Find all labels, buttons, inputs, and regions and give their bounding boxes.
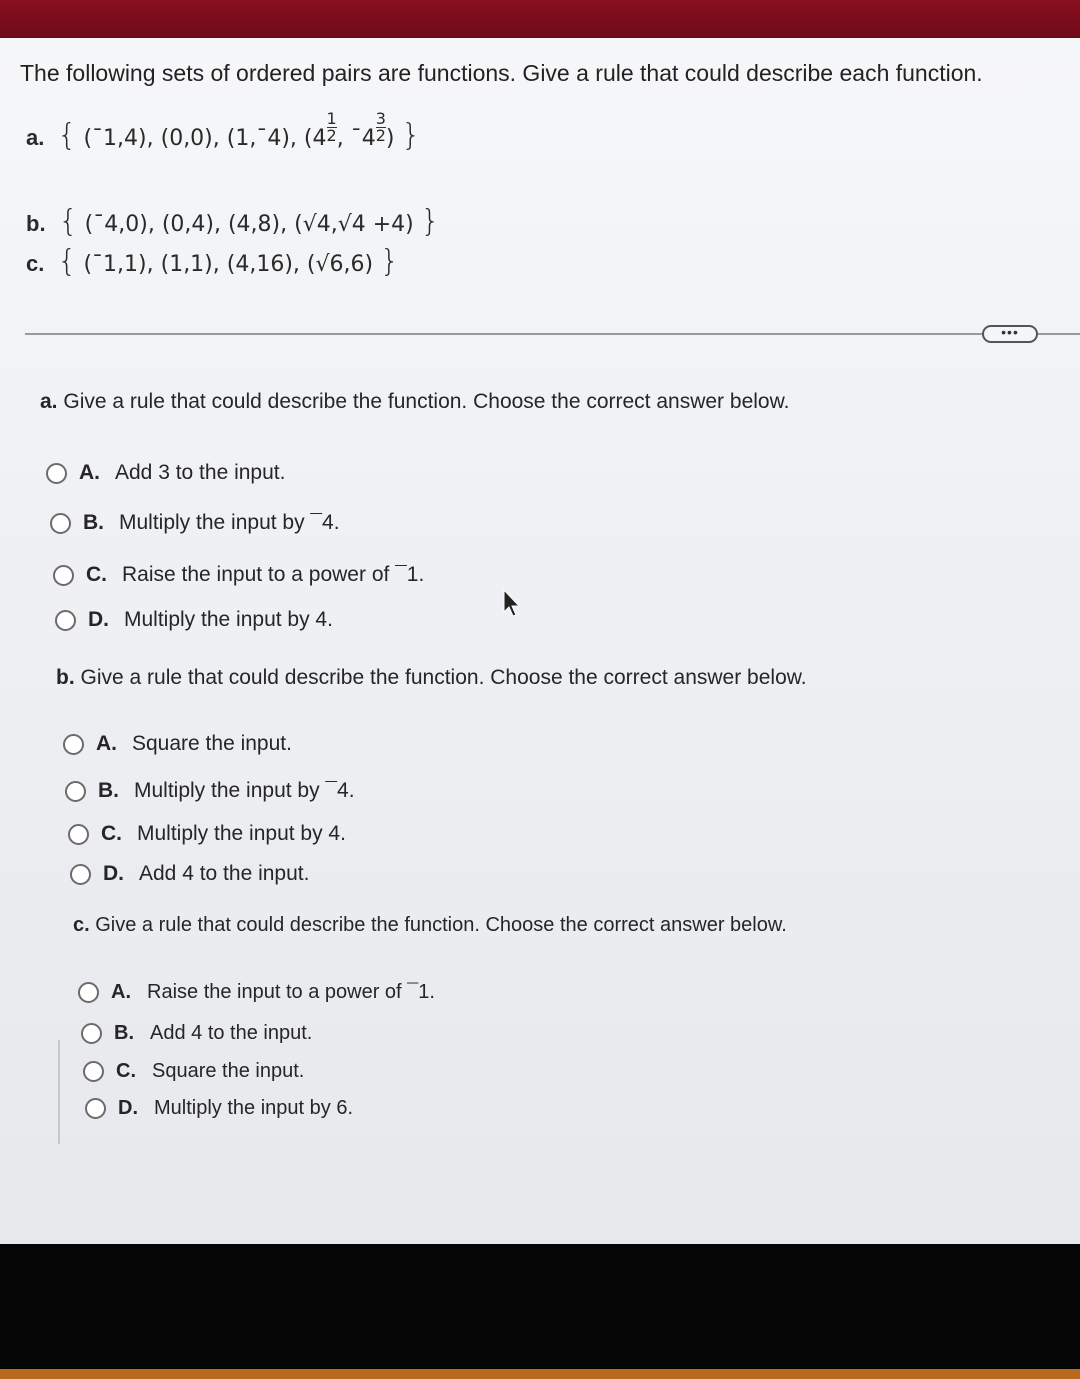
set-c-pair-4: (√6,6) xyxy=(306,252,374,277)
option-b-B[interactable] xyxy=(65,779,355,803)
exp-1-den: 2 xyxy=(326,125,337,145)
option-text: Square the input. xyxy=(152,1060,305,1082)
question-b-text: Give a rule that could describe the function. Choose the correct answer below. xyxy=(80,666,807,689)
question-c-prefix: c. xyxy=(73,914,90,936)
option-text: Add 4 to the input. xyxy=(150,1022,313,1044)
radio-button[interactable] xyxy=(68,824,89,845)
question-b-prefix: b. xyxy=(56,666,75,689)
option-letter: C. xyxy=(101,822,122,845)
option-letter: A. xyxy=(111,981,131,1003)
option-c-A[interactable] xyxy=(78,981,435,1004)
set-a: a. { (¯1,4), (0,0), (1,¯4), (4 $\frac{1}{2}$ , ¯4 $\frac{3}{2}$ ) } xyxy=(26,108,421,153)
option-c-C[interactable] xyxy=(83,1060,304,1083)
section-divider xyxy=(25,333,1080,335)
base-1: 4 xyxy=(312,126,327,151)
set-b-pair-4: (√4,√4 +4) xyxy=(294,212,414,237)
option-letter: A. xyxy=(79,461,100,484)
radio-button[interactable] xyxy=(70,864,91,885)
set-a-label: a. xyxy=(26,125,45,150)
browser-top-bar xyxy=(0,0,1080,38)
set-a-pair-1: (¯1,4) xyxy=(83,126,147,151)
option-letter: C. xyxy=(116,1060,136,1082)
monitor-bezel xyxy=(0,1244,1080,1369)
option-b-A[interactable] xyxy=(63,732,292,756)
option-letter: D. xyxy=(118,1097,138,1119)
option-text: Multiply the input by ¯4. xyxy=(119,511,340,534)
option-text: Multiply the input by 6. xyxy=(154,1097,353,1119)
set-b: b. { (¯4,0), (0,4), (4,8), (√4,√4 +4) } xyxy=(26,204,440,239)
option-text: Multiply the input by ¯4. xyxy=(134,779,355,802)
problem-intro: The following sets of ordered pairs are functions. Give a rule that could describe each function. xyxy=(20,60,983,86)
set-a-pair-2: (0,0) xyxy=(160,126,213,151)
set-b-label: b. xyxy=(26,211,46,236)
question-a-text: Give a rule that could describe the function. Choose the correct answer below. xyxy=(63,390,790,413)
brace-open-icon: { xyxy=(57,118,77,153)
radio-button[interactable] xyxy=(50,513,71,534)
content-left-border xyxy=(58,1040,60,1144)
option-c-B[interactable] xyxy=(81,1022,312,1045)
option-letter: B. xyxy=(98,779,119,802)
radio-button[interactable] xyxy=(46,463,67,484)
option-a-C[interactable] xyxy=(53,563,424,587)
option-a-A[interactable] xyxy=(46,461,285,485)
brace-close-icon: } xyxy=(420,204,440,239)
exp-2-den: 2 xyxy=(375,125,386,145)
option-text: Multiply the input by 4. xyxy=(124,608,333,631)
exp-1-num: 1 xyxy=(326,108,337,128)
set-c-label: c. xyxy=(26,251,45,276)
set-a-pair-3: (1,¯4) xyxy=(226,126,290,151)
option-text: Raise the input to a power of ¯1. xyxy=(147,981,435,1003)
brace-open-icon: { xyxy=(57,244,77,279)
option-c-D[interactable] xyxy=(85,1097,353,1120)
exponent-2 xyxy=(375,108,386,145)
question-a xyxy=(40,390,789,414)
set-a-pair-4: (4 $\frac{1}{2}$ , ¯4 $\frac{3}{2}$ ) xyxy=(303,108,395,151)
option-text: Multiply the input by 4. xyxy=(137,822,346,845)
exponent-1 xyxy=(326,108,337,145)
option-a-B[interactable] xyxy=(50,511,340,535)
brace-open-icon: { xyxy=(58,204,78,239)
desk-edge xyxy=(0,1369,1080,1379)
option-text: Add 3 to the input. xyxy=(115,461,286,484)
set-b-pair-1: (¯4,0) xyxy=(84,212,148,237)
option-letter: D. xyxy=(103,862,124,885)
option-b-C[interactable] xyxy=(68,822,346,846)
option-text: Square the input. xyxy=(132,732,292,755)
radio-button[interactable] xyxy=(65,781,86,802)
option-letter: B. xyxy=(83,511,104,534)
radio-button[interactable] xyxy=(85,1098,106,1119)
option-a-D[interactable] xyxy=(55,608,333,632)
option-text: Add 4 to the input. xyxy=(139,862,310,885)
option-b-D[interactable] xyxy=(70,862,309,886)
radio-button[interactable] xyxy=(78,982,99,1003)
radio-button[interactable] xyxy=(81,1023,102,1044)
set-b-pair-2: (0,4) xyxy=(161,212,214,237)
radio-button[interactable] xyxy=(83,1061,104,1082)
set-c-pair-3: (4,16) xyxy=(226,252,293,277)
mouse-cursor-icon xyxy=(502,588,520,618)
radio-button[interactable] xyxy=(53,565,74,586)
more-options-button[interactable]: ••• xyxy=(982,325,1038,343)
set-b-pair-3: (4,8) xyxy=(227,212,281,237)
exp-2-num: 3 xyxy=(375,108,386,128)
option-letter: C. xyxy=(86,563,107,586)
set-c-pair-2: (1,1) xyxy=(160,252,213,277)
question-c-text: Give a rule that could describe the function. Choose the correct answer below. xyxy=(95,914,787,936)
radio-button[interactable] xyxy=(63,734,84,755)
option-letter: A. xyxy=(96,732,117,755)
question-c xyxy=(73,914,787,937)
base-2: ¯4 xyxy=(350,126,376,151)
radio-button[interactable] xyxy=(55,610,76,631)
option-letter: B. xyxy=(114,1022,134,1044)
option-letter: D. xyxy=(88,608,109,631)
question-a-prefix: a. xyxy=(40,390,58,413)
question-b xyxy=(56,666,807,690)
option-text: Raise the input to a power of ¯1. xyxy=(122,563,425,586)
brace-close-icon: } xyxy=(401,118,421,153)
set-c-pair-1: (¯1,1) xyxy=(83,252,147,277)
brace-close-icon: } xyxy=(380,244,400,279)
set-c: c. { (¯1,1), (1,1), (4,16), (√6,6) } xyxy=(26,244,400,279)
